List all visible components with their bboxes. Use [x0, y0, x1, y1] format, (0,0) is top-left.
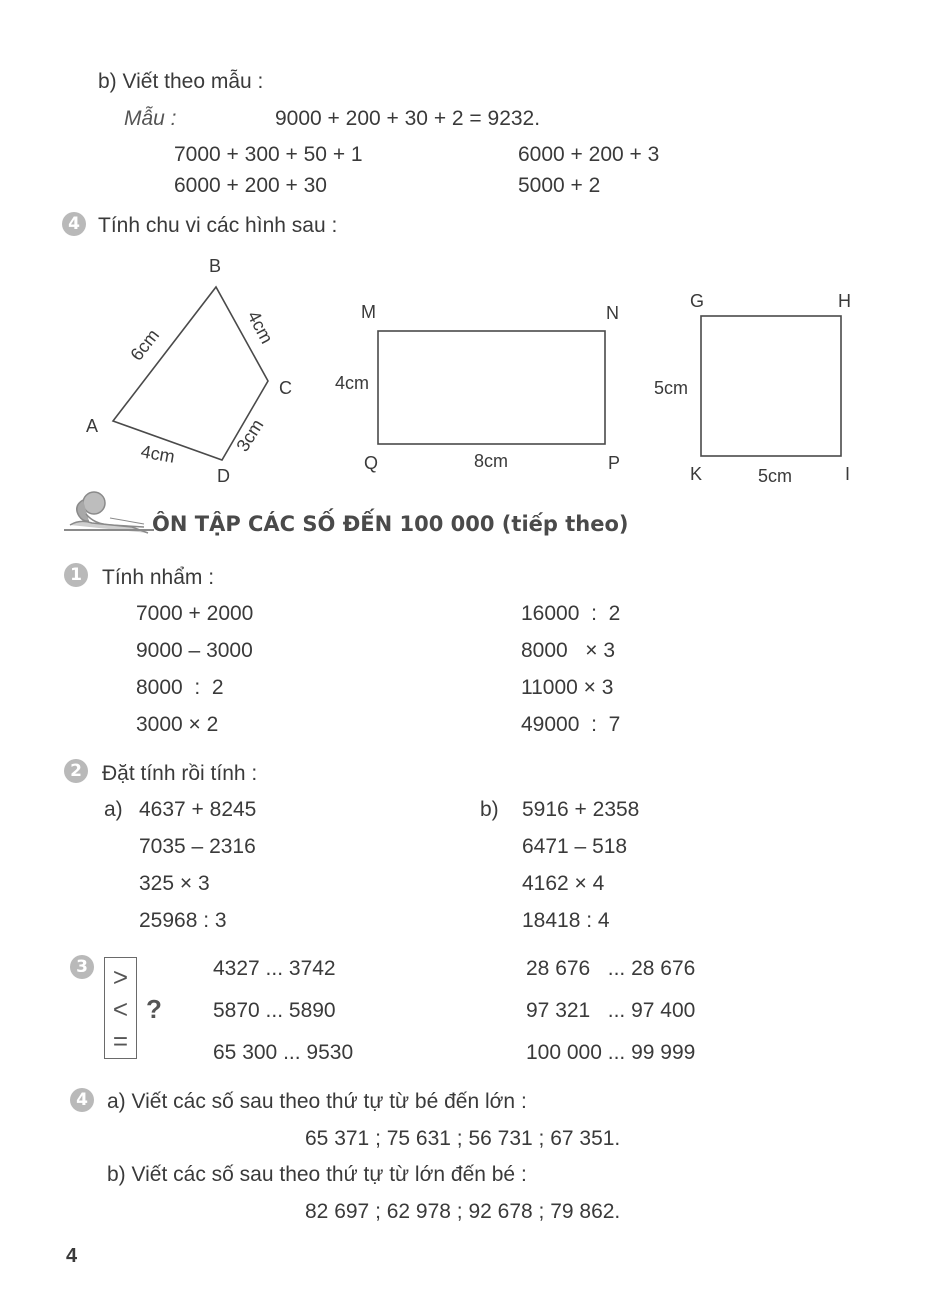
vertex-label-n: N [606, 303, 619, 323]
side-label-bc: 4cm [243, 307, 278, 347]
calc-item: 7035 – 2316 [139, 835, 256, 858]
rectangle-mnpq [378, 331, 605, 444]
calc-item: 4637 + 8245 [139, 798, 257, 821]
part-b-item: 6000 + 200 + 3 [518, 143, 660, 166]
sample-expression: 9000 + 200 + 30 + 2 = 9232. [275, 107, 541, 130]
comparison-item: 100 000 ... 99 999 [526, 1041, 696, 1064]
page-number: 4 [66, 1245, 78, 1267]
comparison-item: 5870 ... 5890 [213, 999, 336, 1022]
vertex-label-g: G [690, 291, 705, 311]
exercise-number-badge: 1 [64, 563, 88, 587]
vertex-label-k: K [690, 464, 703, 484]
exercise-4a-instruction: a) Viết các số sau theo thứ tự từ bé đến lớn : [107, 1090, 527, 1113]
side-label-height: 4cm [335, 373, 370, 393]
equals-symbol: = [112, 1026, 129, 1056]
comparison-item: 97 321 ... 97 400 [526, 999, 696, 1022]
square-ghik [701, 316, 841, 456]
less-than-symbol: < [112, 994, 129, 1024]
exercise-1-instruction: Tính nhẩm : [102, 566, 215, 589]
comparison-item: 4327 ... 3742 [213, 957, 336, 980]
exercise-2-instruction: Đặt tính rồi tính : [102, 762, 258, 785]
part-b-item: 7000 + 300 + 50 + 1 [174, 143, 363, 166]
calc-item: 325 × 3 [139, 872, 210, 895]
part-a-label: a) [104, 798, 123, 821]
mental-math-item: 7000 + 2000 [136, 602, 254, 625]
exercise-4-top-instruction: Tính chu vi các hình sau : [98, 214, 338, 237]
side-label-height: 5cm [654, 378, 689, 398]
section-title: ÔN TẬP CÁC SỐ ĐẾN 100 000 (tiếp theo) [152, 512, 629, 536]
part-b-item: 5000 + 2 [518, 174, 601, 197]
calc-item: 5916 + 2358 [522, 798, 640, 821]
vertex-label-d: D [217, 466, 230, 486]
vertex-label-i: I [845, 464, 851, 484]
comparison-item: 28 676 ... 28 676 [526, 957, 696, 980]
comparison-symbols-box [104, 957, 137, 1059]
vertex-label-q: Q [364, 453, 379, 473]
mental-math-item: 8000 : 2 [136, 676, 224, 699]
part-b-instruction: b) Viết theo mẫu : [98, 70, 264, 93]
exercise-4b-instruction: b) Viết các số sau theo thứ tự từ lớn đến bé : [107, 1163, 527, 1186]
vertex-label-b: B [209, 256, 222, 276]
mental-math-item: 11000 × 3 [521, 676, 614, 699]
vertex-label-h: H [838, 291, 851, 311]
part-b-item: 6000 + 200 + 30 [174, 174, 327, 197]
exercise-number-badge: 2 [64, 759, 88, 783]
side-label-width: 8cm [474, 451, 509, 471]
mental-math-item: 16000 : 2 [521, 602, 621, 625]
exercise-number-badge: 4 [70, 1088, 94, 1112]
exercise-4b-numbers: 82 697 ; 62 978 ; 92 678 ; 79 862. [305, 1200, 621, 1223]
calc-item: 25968 : 3 [139, 909, 227, 932]
vertex-label-c: C [279, 378, 292, 398]
part-b-label: b) [480, 798, 499, 821]
exercise-number-badge: 3 [70, 955, 94, 979]
greater-than-symbol: > [112, 962, 129, 992]
comparison-item: 65 300 ... 9530 [213, 1041, 354, 1064]
girl-reading-illustration [64, 492, 154, 533]
sample-label: Mẫu : [124, 107, 177, 130]
vertex-label-m: M [361, 302, 376, 322]
calc-item: 4162 × 4 [522, 872, 605, 895]
side-label-cd: 3cm [232, 415, 268, 456]
vertex-label-p: P [608, 453, 621, 473]
question-mark: ? [146, 994, 162, 1024]
side-label-width: 5cm [758, 466, 793, 486]
mental-math-item: 49000 : 7 [521, 713, 621, 736]
side-label-da: 4cm [139, 441, 177, 467]
side-label-ab: 6cm [126, 325, 164, 365]
exercise-4a-numbers: 65 371 ; 75 631 ; 56 731 ; 67 351. [305, 1127, 621, 1150]
mental-math-item: 9000 – 3000 [136, 639, 253, 662]
calc-item: 6471 – 518 [522, 835, 628, 858]
calc-item: 18418 : 4 [522, 909, 610, 932]
mental-math-item: 8000 × 3 [521, 639, 615, 662]
vertex-label-a: A [86, 416, 99, 436]
exercise-number-badge: 4 [62, 212, 86, 236]
mental-math-item: 3000 × 2 [136, 713, 219, 736]
